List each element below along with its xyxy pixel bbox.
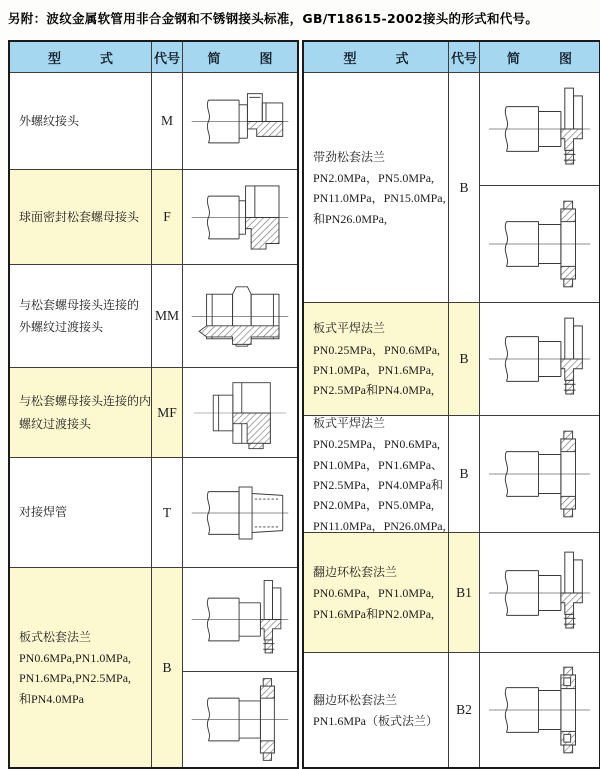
type-text-line: PN2.0MPa，PN5.0MPa, <box>313 171 435 185</box>
type-text-line: PN2.5MPa和PN4.0MPa, <box>313 383 435 398</box>
header-type-cell: 型 式 <box>47 51 113 67</box>
type-text-line: PN0.25MPa，PN0.6MPa, <box>313 342 441 357</box>
table-row <box>10 169 297 264</box>
table-row <box>304 652 599 767</box>
type-text-line: 带劲松套法兰 <box>313 149 386 164</box>
table-row <box>10 264 297 367</box>
code-cell: B <box>448 303 480 415</box>
male-thread-diagram <box>183 73 297 169</box>
type-text-line: PN0.6MPa，PN1.0MPa, <box>313 586 435 601</box>
flange-full-diagram <box>480 185 599 302</box>
code-cell: MF <box>151 368 183 457</box>
diagram-cell <box>480 416 599 532</box>
header-diagram-cell: 简 图 <box>207 51 273 67</box>
nut-adapter-diagram <box>183 368 297 457</box>
diagram-cell <box>183 368 297 457</box>
code-cell: B <box>151 568 183 767</box>
diagram-cell <box>183 568 297 767</box>
code-cell: B1 <box>448 533 480 652</box>
diagram-cell <box>480 303 599 415</box>
diagram-cell <box>183 265 297 367</box>
type-text-line: PN2.5MPa，PN4.0MPa和 <box>313 477 444 492</box>
table-row <box>10 72 297 169</box>
type-text-line: 球面密封松套螺母接头 <box>19 209 140 224</box>
hex-nipple-diagram <box>183 265 297 367</box>
type-cell <box>10 458 151 567</box>
left-fitting-table <box>8 40 299 769</box>
type-cell <box>10 170 151 264</box>
code-cell: B <box>448 73 480 302</box>
type-cell <box>304 303 448 415</box>
type-text-line: 外螺纹接头 <box>19 113 80 128</box>
diagram-cell <box>480 533 599 652</box>
type-text-line: PN1.0MPa，PN1.6MPa, <box>313 362 435 377</box>
code-cell: M <box>151 73 183 169</box>
table-row <box>304 302 599 415</box>
flange-up-diagram <box>183 568 297 671</box>
right-fitting-table <box>302 40 600 769</box>
type-cell <box>304 416 448 532</box>
type-cell <box>10 568 151 767</box>
type-text-line: 板式平焊法兰 <box>313 321 386 336</box>
flange-up-diagram <box>480 303 599 415</box>
type-text-line: PN1.6MPa,PN2.5MPa, <box>19 671 132 686</box>
type-text-line: PN11.0MPa，PN26.0MPa, <box>313 518 446 533</box>
flange-up-diagram <box>480 73 599 185</box>
fitting-tables-container <box>8 40 600 769</box>
type-text-line: 翻边环松套法兰 <box>313 565 398 580</box>
type-text-line: 板式松套法兰 <box>19 629 92 644</box>
type-cell <box>304 533 448 652</box>
weld-tube-diagram <box>183 458 297 567</box>
table-row <box>304 72 599 302</box>
type-text-line: PN1.6MPa（板式法兰） <box>313 713 439 728</box>
type-cell <box>10 368 151 457</box>
type-text-line: 板式平焊法兰 <box>313 415 386 430</box>
header-diagram-cell: 简 图 <box>506 51 572 67</box>
type-text-line: PN0.6MPa,PN1.0MPa, <box>19 651 132 665</box>
table-row <box>304 415 599 532</box>
header-code-cell: 代号 <box>151 42 183 72</box>
type-cell <box>10 73 151 169</box>
table-row <box>10 367 297 457</box>
flange-full-diagram <box>480 416 599 532</box>
flange-grooved-diagram <box>480 653 599 767</box>
diagram-cell <box>480 653 599 767</box>
type-text-line: 对接焊管 <box>19 505 68 520</box>
diagram-cell <box>183 73 297 169</box>
type-text-line: 和PN26.0MPa, <box>313 211 388 226</box>
type-cell <box>304 73 448 302</box>
table-row <box>304 532 599 652</box>
code-cell: T <box>151 458 183 567</box>
type-cell <box>10 265 151 367</box>
type-text-line: 与松套螺母接头连接的内 <box>19 394 152 409</box>
diagram-cell <box>480 73 599 302</box>
type-text-line: 和PN4.0MPa <box>19 691 85 706</box>
diagram-cell <box>183 458 297 567</box>
code-cell: MM <box>151 265 183 367</box>
table-row <box>10 457 297 567</box>
type-text-line: 螺纹过渡接头 <box>19 416 92 431</box>
type-text-line: PN2.0MPa，PN5.0MPa, <box>313 498 435 513</box>
code-cell: F <box>151 170 183 264</box>
type-text-line: 与松套螺母接头连接的 <box>19 297 140 312</box>
flange-up-diagram <box>480 533 599 652</box>
table-row <box>10 567 297 767</box>
type-text-line: PN1.6MPa和PN2.0MPa, <box>313 606 435 621</box>
type-text-line: PN11.0MPa，PN15.0MPa, <box>313 191 446 206</box>
type-text-line: 翻边环松套法兰 <box>313 692 398 707</box>
type-cell <box>304 653 448 767</box>
type-text-line: PN1.0MPa，PN1.6MPa、 <box>313 457 444 472</box>
code-cell: B <box>448 416 480 532</box>
type-text-line: PN0.25MPa，PN0.6MPa, <box>313 437 441 452</box>
page-title: 另附：波纹金属软管用非合金钢和不锈钢接头标准，GB/T18615-2002接头的形式和代号。 <box>8 11 539 26</box>
header-type-cell: 型 式 <box>343 51 409 67</box>
diagram-cell <box>183 170 297 264</box>
type-text-line: 外螺纹过渡接头 <box>19 320 104 334</box>
header-code-cell: 代号 <box>448 42 480 72</box>
code-cell: B2 <box>448 653 480 767</box>
table-header-row <box>304 42 599 72</box>
union-nut-diagram <box>183 170 297 264</box>
table-header-row <box>10 42 297 72</box>
flange-full-diagram <box>183 671 297 767</box>
